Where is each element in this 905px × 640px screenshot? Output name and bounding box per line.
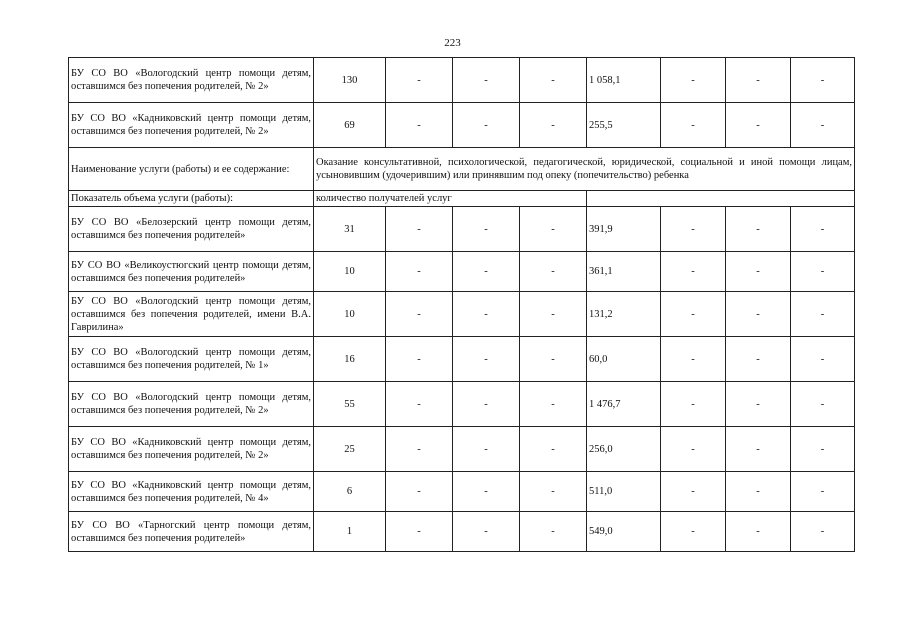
dash-cell: -	[520, 427, 587, 472]
dash-cell: -	[726, 103, 791, 148]
institution-name: БУ СО ВО «Тарногский центр помощи детям, оставшимся без попечения родителей»	[69, 512, 314, 552]
dash-cell: -	[386, 292, 453, 337]
dash-cell: -	[791, 337, 855, 382]
institution-name: БУ СО ВО «Кадниковский центр помощи детям, оставшимся без попечения родителей, № 2»	[69, 427, 314, 472]
dash-cell: -	[791, 427, 855, 472]
recipients-count: 6	[314, 472, 386, 512]
dash-cell: -	[453, 512, 520, 552]
table-row	[69, 58, 855, 103]
table-section-before	[69, 58, 855, 148]
dash-cell: -	[386, 58, 453, 103]
dash-cell: -	[386, 252, 453, 292]
table-row	[69, 207, 855, 252]
amount-value: 391,9	[587, 207, 661, 252]
indicator-label: Показатель объема услуги (работы):	[69, 191, 314, 207]
recipients-count: 130	[314, 58, 386, 103]
dash-cell: -	[520, 58, 587, 103]
dash-cell: -	[661, 58, 726, 103]
amount-value: 1 476,7	[587, 382, 661, 427]
dash-cell: -	[791, 472, 855, 512]
dash-cell: -	[791, 292, 855, 337]
dash-cell: -	[386, 382, 453, 427]
dash-cell: -	[661, 382, 726, 427]
dash-cell: -	[661, 252, 726, 292]
dash-cell: -	[520, 512, 587, 552]
indicator-row	[69, 191, 855, 207]
dash-cell: -	[726, 512, 791, 552]
dash-cell: -	[520, 382, 587, 427]
dash-cell: -	[453, 58, 520, 103]
dash-cell: -	[791, 382, 855, 427]
table-row	[69, 252, 855, 292]
amount-value: 131,2	[587, 292, 661, 337]
institution-name: БУ СО ВО «Кадниковский центр помощи детям, оставшимся без попечения родителей, № 4»	[69, 472, 314, 512]
dash-cell: -	[661, 427, 726, 472]
institution-name: БУ СО ВО «Вологодский центр помощи детям, оставшимся без попечения родителей, № 2»	[69, 382, 314, 427]
dash-cell: -	[453, 382, 520, 427]
service-label: Наименование услуги (работы) и ее содержание:	[69, 148, 314, 191]
dash-cell: -	[726, 292, 791, 337]
dash-cell: -	[520, 252, 587, 292]
table-row	[69, 337, 855, 382]
table-row	[69, 103, 855, 148]
dash-cell: -	[791, 512, 855, 552]
dash-cell: -	[726, 207, 791, 252]
dash-cell: -	[386, 512, 453, 552]
indicator-empty-cell	[587, 191, 855, 207]
page-number: 223	[444, 37, 461, 49]
dash-cell: -	[453, 252, 520, 292]
dash-cell: -	[791, 252, 855, 292]
service-row	[69, 148, 855, 191]
dash-cell: -	[661, 103, 726, 148]
services-table	[68, 57, 855, 552]
service-description: Оказание консультативной, психологической, педагогической, юридической, социальной и иной помощи лицам, усыновившим (удочерившим) или принявшим под опеку (попечительство) ребенка	[314, 148, 855, 191]
table-row	[69, 427, 855, 472]
amount-value: 361,1	[587, 252, 661, 292]
dash-cell: -	[791, 58, 855, 103]
institution-name: БУ СО ВО «Великоустюгский центр помощи детям, оставшимся без попечения родителей»	[69, 252, 314, 292]
dash-cell: -	[791, 103, 855, 148]
table-row	[69, 512, 855, 552]
dash-cell: -	[726, 427, 791, 472]
indicator-value: количество получателей услуг	[314, 191, 587, 207]
institution-name: БУ СО ВО «Вологодский центр помощи детям, оставшимся без попечения родителей, имени В.А. Гаврилина»	[69, 292, 314, 337]
dash-cell: -	[520, 337, 587, 382]
table-row	[69, 472, 855, 512]
recipients-count: 55	[314, 382, 386, 427]
dash-cell: -	[726, 58, 791, 103]
recipients-count: 31	[314, 207, 386, 252]
dash-cell: -	[726, 472, 791, 512]
dash-cell: -	[661, 207, 726, 252]
amount-value: 255,5	[587, 103, 661, 148]
dash-cell: -	[661, 472, 726, 512]
amount-value: 60,0	[587, 337, 661, 382]
dash-cell: -	[520, 207, 587, 252]
recipients-count: 10	[314, 252, 386, 292]
dash-cell: -	[791, 207, 855, 252]
dash-cell: -	[386, 472, 453, 512]
dash-cell: -	[386, 207, 453, 252]
dash-cell: -	[453, 427, 520, 472]
dash-cell: -	[453, 103, 520, 148]
amount-value: 1 058,1	[587, 58, 661, 103]
institution-name: БУ СО ВО «Вологодский центр помощи детям, оставшимся без попечения родителей, № 1»	[69, 337, 314, 382]
dash-cell: -	[520, 472, 587, 512]
recipients-count: 16	[314, 337, 386, 382]
institution-name: БУ СО ВО «Кадниковский центр помощи детям, оставшимся без попечения родителей, № 2»	[69, 103, 314, 148]
amount-value: 549,0	[587, 512, 661, 552]
dash-cell: -	[661, 512, 726, 552]
dash-cell: -	[726, 252, 791, 292]
dash-cell: -	[726, 337, 791, 382]
dash-cell: -	[520, 103, 587, 148]
institution-name: БУ СО ВО «Вологодский центр помощи детям, оставшимся без попечения родителей, № 2»	[69, 58, 314, 103]
table-row	[69, 292, 855, 337]
recipients-count: 25	[314, 427, 386, 472]
table-row	[69, 382, 855, 427]
table-section-after	[69, 207, 855, 552]
dash-cell: -	[661, 292, 726, 337]
amount-value: 256,0	[587, 427, 661, 472]
dash-cell: -	[726, 382, 791, 427]
dash-cell: -	[453, 292, 520, 337]
recipients-count: 10	[314, 292, 386, 337]
dash-cell: -	[386, 427, 453, 472]
recipients-count: 1	[314, 512, 386, 552]
dash-cell: -	[661, 337, 726, 382]
dash-cell: -	[453, 207, 520, 252]
amount-value: 511,0	[587, 472, 661, 512]
recipients-count: 69	[314, 103, 386, 148]
table-section-service	[69, 148, 855, 207]
institution-name: БУ СО ВО «Белозерский центр помощи детям, оставшимся без попечения родителей»	[69, 207, 314, 252]
dash-cell: -	[386, 337, 453, 382]
dash-cell: -	[453, 472, 520, 512]
dash-cell: -	[453, 337, 520, 382]
dash-cell: -	[520, 292, 587, 337]
dash-cell: -	[386, 103, 453, 148]
